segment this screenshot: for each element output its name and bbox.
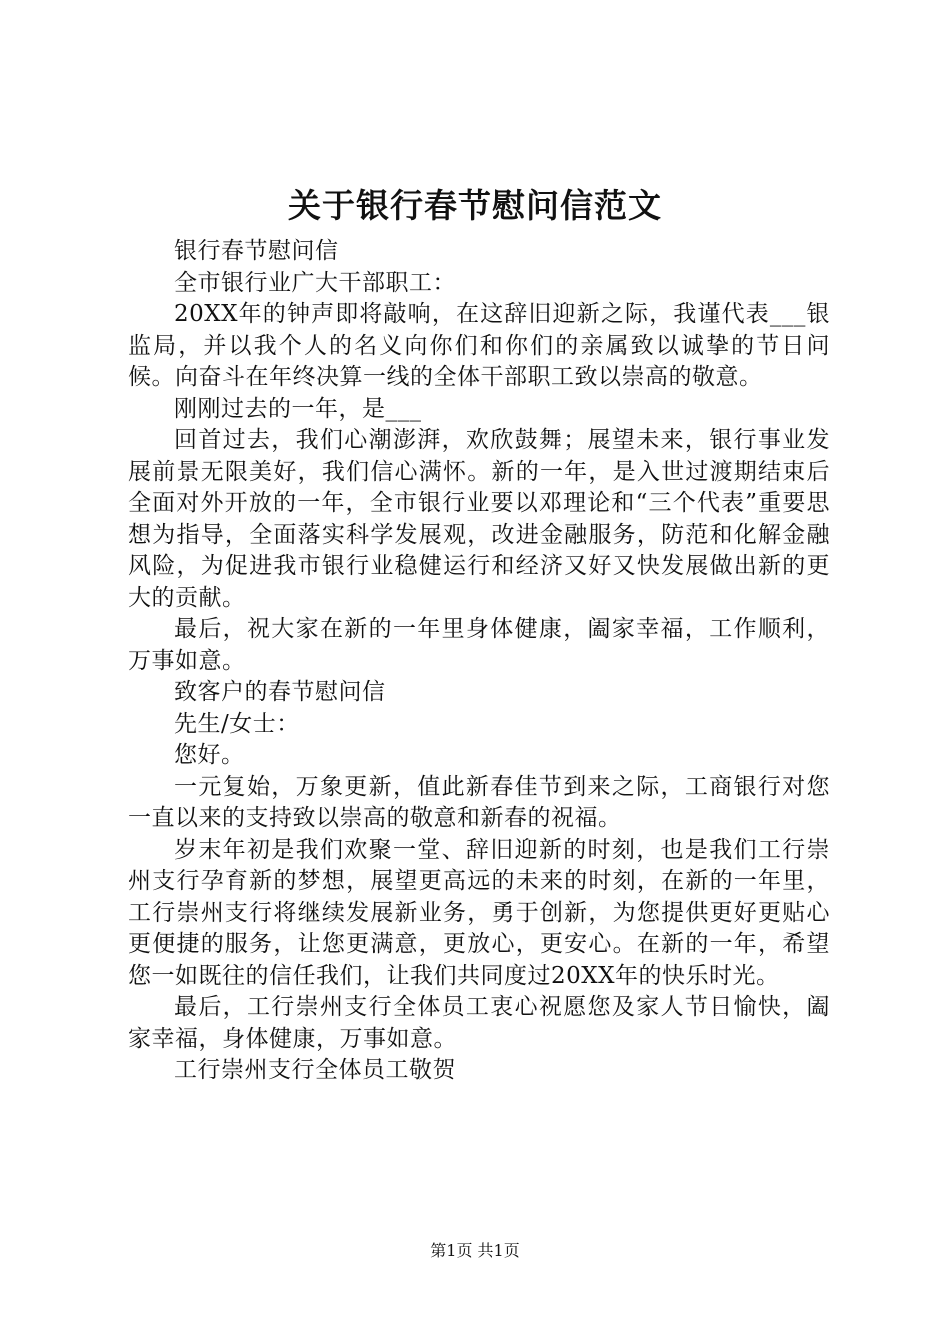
document-body bbox=[128, 236, 830, 1087]
paragraph: 银行春节慰问信 bbox=[174, 238, 339, 264]
paragraph: 工行崇州支行全体员工敬贺 bbox=[174, 1057, 456, 1083]
paragraph: 刚刚过去的一年，是___ bbox=[174, 395, 422, 422]
paragraph: 致客户的春节慰问信 bbox=[174, 679, 386, 705]
paragraph: 您好。 bbox=[174, 742, 245, 768]
paragraph: 先生/女士： bbox=[174, 710, 300, 737]
paragraph: 岁末年初是我们欢聚一堂、辞旧迎新的时刻，也是我们工行崇州支行孕育新的梦想，展望更高远的未来的时刻，在新的一年里，工行崇州支行将继续发展新业务，勇于创新，为您提供更好更贴心更便捷的服务，让您更满意，更放心，更安心。在新的一年，希望您一如既往的信任我们，让我们共同度过20XX年的快乐时光。 bbox=[128, 836, 830, 989]
paragraph: 全市银行业广大干部职工： bbox=[174, 269, 456, 296]
paragraph: 20XX年的钟声即将敲响，在这辞旧迎新之际，我谨代表___银监局，并以我个人的名义向你们和你们的亲属致以诚挚的节日问候。向奋斗在年终决算一线的全体干部职工致以崇高的敬意。 bbox=[128, 301, 830, 390]
page-footer: 第1页 共1页 bbox=[430, 1241, 520, 1260]
paragraph: 最后，祝大家在新的一年里身体健康，阖家幸福，工作顺利，万事如意。 bbox=[128, 616, 830, 674]
document-title: 关于银行春节慰问信范文 bbox=[288, 186, 662, 225]
paragraph: 一元复始，万象更新，值此新春佳节到来之际，工商银行对您一直以来的支持致以崇高的敬意和新春的祝福。 bbox=[128, 773, 830, 831]
paragraph: 最后，工行崇州支行全体员工衷心祝愿您及家人节日愉快，阖家幸福，身体健康，万事如意。 bbox=[128, 994, 830, 1052]
paragraph: 回首过去，我们心潮澎湃，欢欣鼓舞；展望未来，银行事业发展前景无限美好，我们信心满怀。新的一年，是入世过渡期结束后全面对外开放的一年，全市银行业要以邓理论和“三个代表”重要思想为指导，全面落实科学发展观，改进金融服务，防范和化解金融风险，为促进我市银行业稳健运行和经济又好又快发展做出新的更大的贡献。 bbox=[128, 427, 830, 611]
